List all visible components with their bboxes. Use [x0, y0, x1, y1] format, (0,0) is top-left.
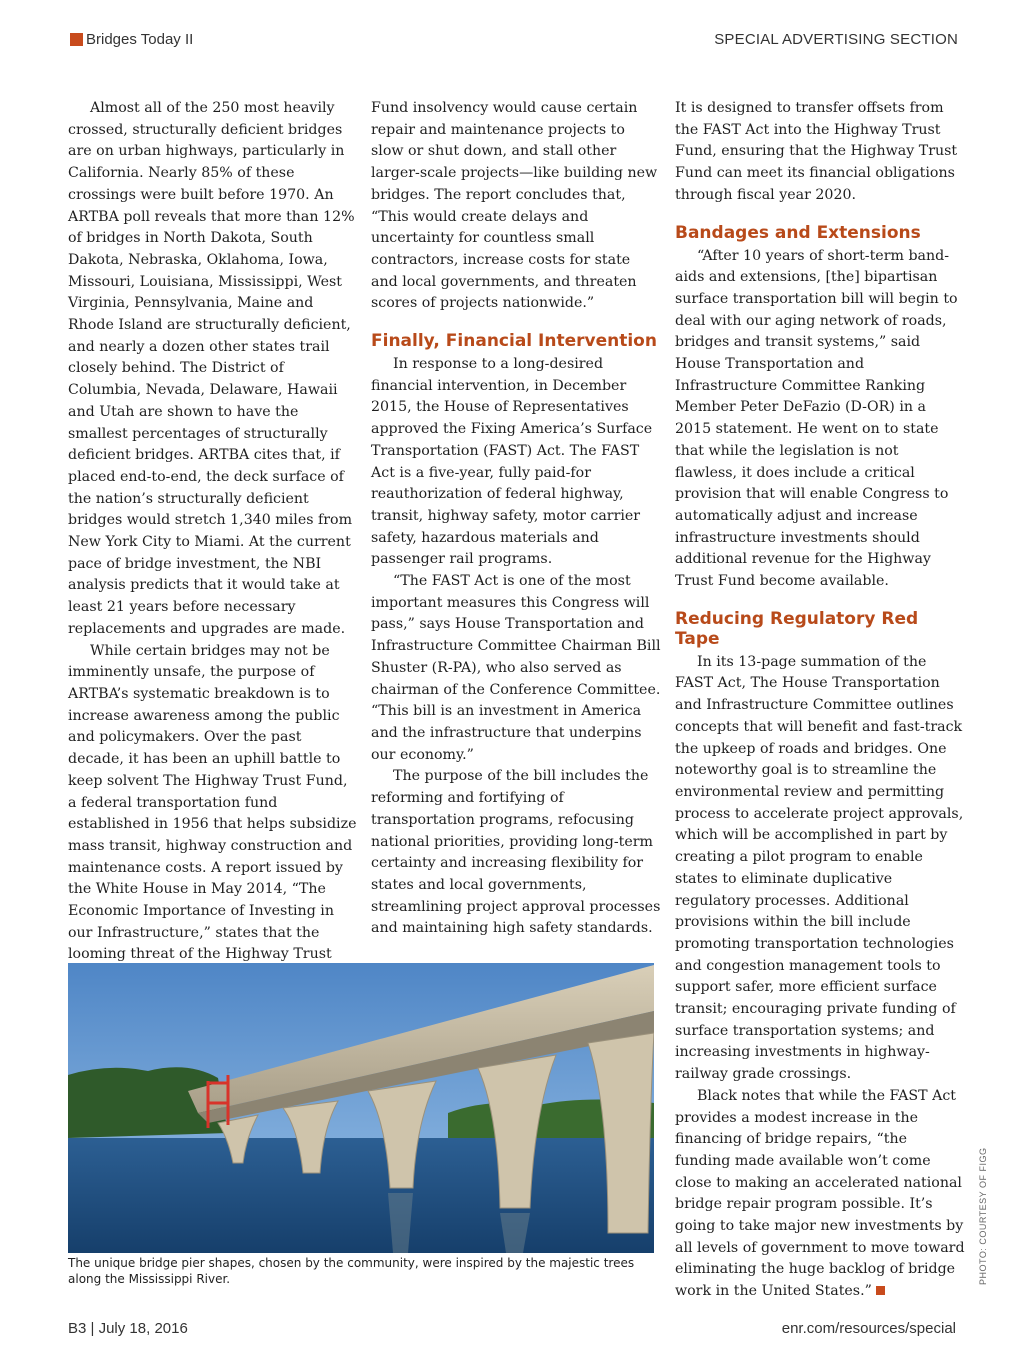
paragraph [675, 1086, 965, 1303]
special-section-label: SPECIAL ADVERTISING SECTION [714, 31, 958, 48]
paragraph: “The FAST Act is one of the most important measures this Congress will pass,” says House Transportation and Infrastructure Committee Chairman Bill Shuster (R-PA), who also served as chairman of the Conference Committee. “This bill is an investment in America and the infrastructure that underpins our economy.” [371, 573, 661, 763]
end-mark-icon [876, 1286, 885, 1295]
paragraph: In response to a long-desired financial intervention, in December 2015, the House of Representatives approved the Fixing America’s Surface Transportation (FAST) Act. The FAST Act is a five-year, fully paid-for reauthorization of federal highway, transit, highway safety, motor carrier safety, hazardous materials and passenger rail programs. [371, 356, 653, 568]
section-title [70, 31, 193, 48]
section-title-text: Bridges Today II [86, 31, 194, 48]
paragraph: While certain bridges may not be imminently unsafe, the purpose of ARTBA’s systematic breakdown is to increase awareness among the public and policymakers. Over the past decade, it has been an uphill battle to keep solvent The Highway Trust Fund, a federal transportation fund established in 1956 that helps subsidize mass transit, highway construction and maintenance costs. A report issued by the White House in May 2014, “The Economic Importance of Investing in our Infrastructure,” states that the looming threat of the Highway Trust [68, 642, 357, 963]
paragraph: Almost all of the 250 most heavily crossed, structurally deficient bridges are on urban highways, particularly in California. Nearly 85% of these crossings were built before 1970. An ARTBA poll reveals that more than 12% of bridges in North Dakota, South Dakota, Nebraska, Oklahoma, Iowa, Missouri, Louisiana, Mississippi, West Virginia, Pennsylvania, Maine and Rhode Island are structurally deficient, and nearly a dozen other states trail closely behind. The District of Columbia, Nevada, Delaware, Hawaii and Utah are shown to have the smallest percentages of structurally deficient bridges. ARTBA cites that, if placed end-to-end, the deck surface of the nation’s structurally deficient bridges would stretch 1,340 miles from New York City to Miami. At the current pace of bridge investment, the NBI analysis predicts that it would take at least 21 years before necessary replacements and upgrades are made. [68, 100, 355, 637]
column-2 [371, 98, 661, 940]
page-number-date: B3 | July 18, 2016 [68, 1320, 188, 1337]
column-3 [675, 98, 965, 1303]
river [68, 1138, 654, 1253]
subheading-bandages-extensions: Bandages and Extensions [675, 222, 921, 243]
footer-url[interactable]: enr.com/resources/special [781, 1320, 956, 1337]
column-1 [68, 98, 358, 966]
photo-credit: PHOTO: COURTESY OF FIGG [978, 1147, 988, 1285]
bridge-photo [68, 963, 654, 1253]
subheading-regulatory-red-tape: Reducing Regulatory Red Tape [675, 608, 919, 649]
paragraph-text: Black notes that while the FAST Act provides a modest increase in the financing of bridge repairs, “the funding made available won’t come close to making an accelerated national bridge repair program possible. It’s going to take major new investments by all levels of government to move toward eliminating the huge backlog of bridge work in the United States.” [675, 1087, 965, 1300]
subheading-financial-intervention: Finally, Financial Intervention [371, 331, 657, 352]
photo-caption: The unique bridge pier shapes, chosen by the community, were inspired by the majestic trees along the Mississippi River. [68, 1256, 635, 1286]
paragraph: “After 10 years of short-term band-aids and extensions, [the] bipartisan surface transportation bill will begin to deal with our aging network of roads, bridges and transit systems,” said House Transportation and Infrastructure Committee Ranking Member Peter DeFazio (D-OR) in a 2015 statement. He went on to state that while the legislation is not flawless, it does include a critical provision that will enable Congress to automatically adjust and increase infrastructure investments should additional revenue for the Highway Trust Fund become available. [675, 247, 958, 590]
paragraph: In its 13-page summation of the FAST Act, The House Transportation and Infrastructure Committee outlines concepts that will benefit and fast-track the upkeep of roads and bridges. One noteworthy goal is to streamline the environmental review and permitting process to accelerate project approvals, which will be accomplished in part by creating a pilot program to enable states to eliminate duplicative regulatory processes. Additional provisions within the bill include promoting transportation technologies and congestion management tools to support safer, more efficient surface transit; encouraging private funding of surface transportation systems; and increasing investments in highway-railway grade crossings. [675, 653, 964, 1083]
section-marker-icon [70, 33, 83, 46]
paragraph: It is designed to transfer offsets from the FAST Act into the Highway Trust Fund, ensuring that the Highway Trust Fund can meet its financial obligations through fiscal year 2020. [675, 100, 958, 203]
paragraph: The purpose of the bill includes the reforming and fortifying of transportation programs, refocusing national priorities, providing long-term certainty and increasing flexibility for states and local governments, streamlining project approval processes and maintaining high safety standards. [371, 768, 661, 937]
paragraph: Fund insolvency would cause certain repair and maintenance projects to slow or shut down, and stall other larger-scale projects—like building new bridges. The report concludes that, “This would create delays and uncertainty for countless small contractors, increase costs for state and local governments, and threaten scores of projects nationwide.” [371, 100, 658, 312]
